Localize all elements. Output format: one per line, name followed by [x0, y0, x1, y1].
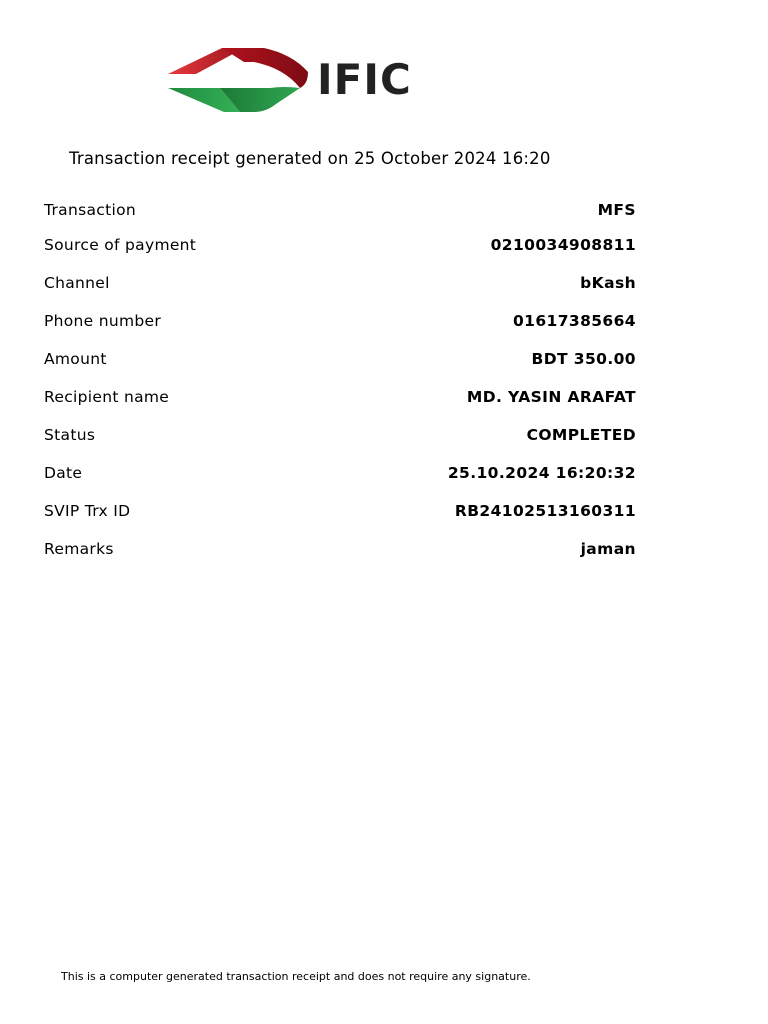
- ific-logo: [166, 46, 436, 114]
- receipt-title: Transaction receipt generated on 25 October 2024 16:20: [69, 149, 551, 168]
- row-transaction: [44, 194, 636, 226]
- row-status: [44, 416, 636, 454]
- footer-note: This is a computer generated transaction receipt and does not require any signature.: [61, 970, 531, 983]
- row-label: Phone number: [44, 312, 162, 330]
- row-date: [44, 454, 636, 492]
- row-remarks: [44, 530, 636, 568]
- row-label: Source of payment: [44, 236, 197, 254]
- row-label: Remarks: [44, 540, 114, 558]
- row-label: Transaction: [44, 201, 136, 219]
- row-phone-number: [44, 302, 636, 340]
- row-label: Status: [44, 426, 96, 444]
- row-value: BDT 350.00: [531, 350, 636, 368]
- row-value: COMPLETED: [526, 426, 636, 444]
- row-value: jaman: [580, 540, 636, 558]
- row-channel: [44, 264, 636, 302]
- row-value: 0210034908811: [490, 236, 636, 254]
- row-value: MFS: [597, 201, 636, 219]
- row-value: bKash: [580, 274, 636, 292]
- row-value: 01617385664: [512, 312, 636, 330]
- row-source-of-payment: [44, 226, 636, 264]
- row-label: Channel: [44, 274, 110, 292]
- row-amount: [44, 340, 636, 378]
- row-value: 25.10.2024 16:20:32: [447, 464, 636, 482]
- row-label: Amount: [44, 350, 107, 368]
- row-label: Recipient name: [44, 388, 170, 406]
- row-recipient-name: [44, 378, 636, 416]
- row-label: SVIP Trx ID: [44, 502, 131, 520]
- row-svip-trx-id: [44, 492, 636, 530]
- row-value: RB24102513160311: [454, 502, 636, 520]
- row-value: MD. YASIN ARAFAT: [466, 388, 636, 406]
- receipt-details: [44, 194, 636, 568]
- ific-logo-mark-icon: [166, 46, 311, 114]
- ific-logo-text: IFIC: [317, 55, 412, 104]
- row-label: Date: [44, 464, 83, 482]
